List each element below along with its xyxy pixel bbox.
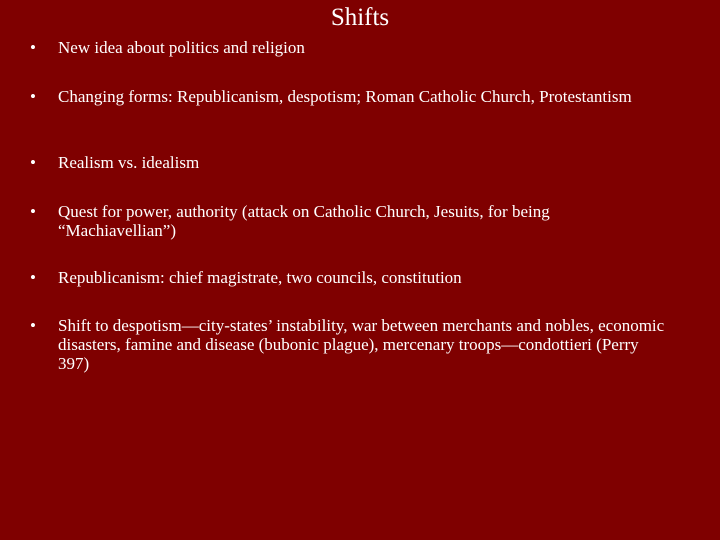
bullet-item-3	[30, 153, 670, 172]
bullet-text: Realism vs. idealism	[58, 153, 200, 172]
bullet-dot-icon: •	[30, 316, 36, 335]
bullet-item-6	[30, 316, 670, 373]
bullet-item-4	[30, 202, 670, 240]
bullet-dot-icon: •	[30, 38, 36, 57]
bullet-item-1	[30, 38, 670, 57]
bullet-text: Shift to despotism—city-states’ instability, war between merchants and nobles, economic disasters, famine and disease (bubonic plague), mercenary troops—condottieri (Perry 397)	[58, 316, 665, 373]
bullet-text: New idea about politics and religion	[58, 38, 305, 57]
bullet-item-5	[30, 268, 670, 287]
slide-title: Shifts	[330, 4, 390, 31]
bullet-text: Republicanism: chief magistrate, two councils, constitution	[58, 268, 462, 287]
bullet-text: Changing forms: Republicanism, despotism; Roman Catholic Church, Protestantism	[58, 87, 632, 106]
bullet-dot-icon: •	[30, 202, 36, 221]
bullet-dot-icon: •	[30, 87, 36, 106]
bullet-dot-icon: •	[30, 153, 36, 172]
bullet-item-2	[30, 87, 670, 106]
bullet-text: Quest for power, authority (attack on Catholic Church, Jesuits, for being “Machiavellian”)	[58, 202, 550, 240]
bullet-dot-icon: •	[30, 268, 36, 287]
